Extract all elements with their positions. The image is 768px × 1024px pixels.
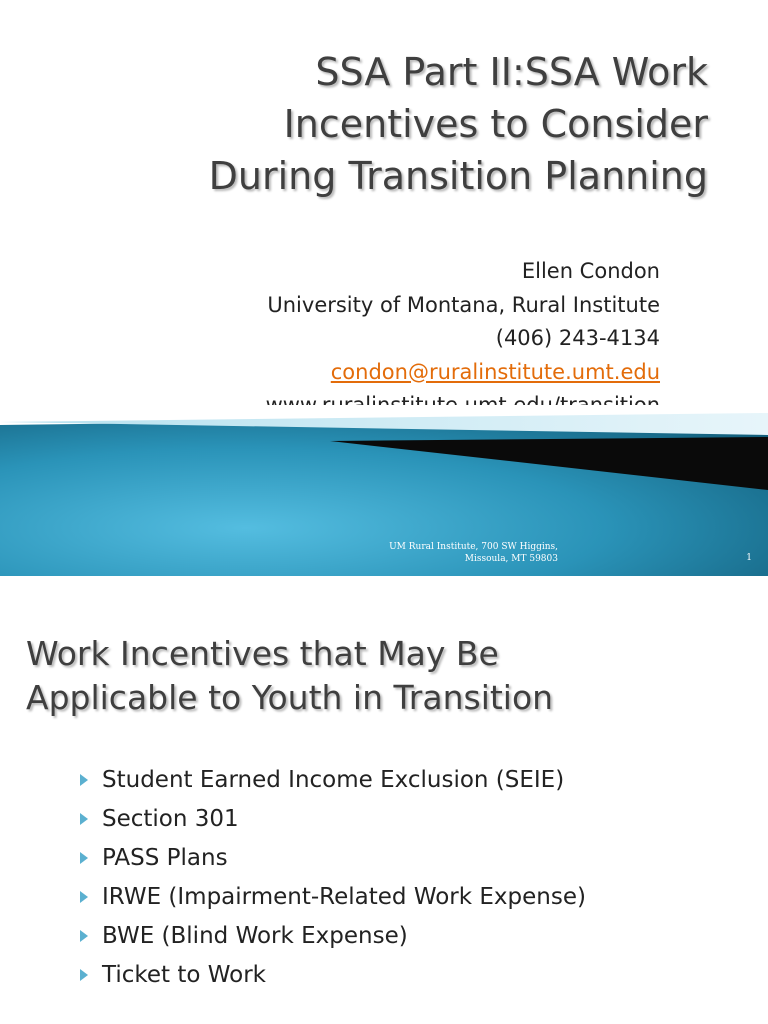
author-name: Ellen Condon <box>521 259 660 283</box>
title-line-1: SSA Part II:SSA Work <box>315 50 708 94</box>
list-item-text: PASS Plans <box>102 844 228 871</box>
slide-2-title <box>26 632 746 720</box>
page-number: 1 <box>746 553 752 563</box>
list-item <box>80 838 750 877</box>
triangle-right-icon <box>80 774 102 786</box>
title-line-3: During Transition Planning <box>208 154 708 198</box>
slide-1-title <box>28 46 708 202</box>
list-item <box>80 916 750 955</box>
list-item <box>80 955 750 994</box>
triangle-right-icon <box>80 969 102 981</box>
bullet-list <box>80 760 750 994</box>
title-line-2: Applicable to Youth in Transition <box>26 678 554 717</box>
list-item-text: IRWE (Impairment-Related Work Expense) <box>102 883 586 910</box>
list-item-text: Student Earned Income Exclusion (SEIE) <box>102 766 565 793</box>
list-item-text: Section 301 <box>102 805 239 832</box>
triangle-right-icon <box>80 852 102 864</box>
list-item-text: BWE (Blind Work Expense) <box>102 922 408 949</box>
list-item-text: Ticket to Work <box>102 961 266 988</box>
title-line-2: Incentives to Consider <box>283 102 708 146</box>
list-item <box>80 760 750 799</box>
title-line-1: Work Incentives that May Be <box>26 634 499 673</box>
author-email-link[interactable]: condon@ruralinstitute.umt.edu <box>330 359 660 384</box>
triangle-right-icon <box>80 930 102 942</box>
author-organization: University of Montana, Rural Institute <box>267 292 660 317</box>
author-block <box>40 255 660 423</box>
triangle-right-icon <box>80 813 102 825</box>
list-item <box>80 799 750 838</box>
triangle-right-icon <box>80 891 102 903</box>
author-phone: (406) 243-4134 <box>495 326 660 350</box>
list-item <box>80 877 750 916</box>
slide-gap <box>0 576 768 592</box>
footer-address: UM Rural Institute, 700 SW Higgins, Missoula, MT 59803 <box>389 542 558 564</box>
